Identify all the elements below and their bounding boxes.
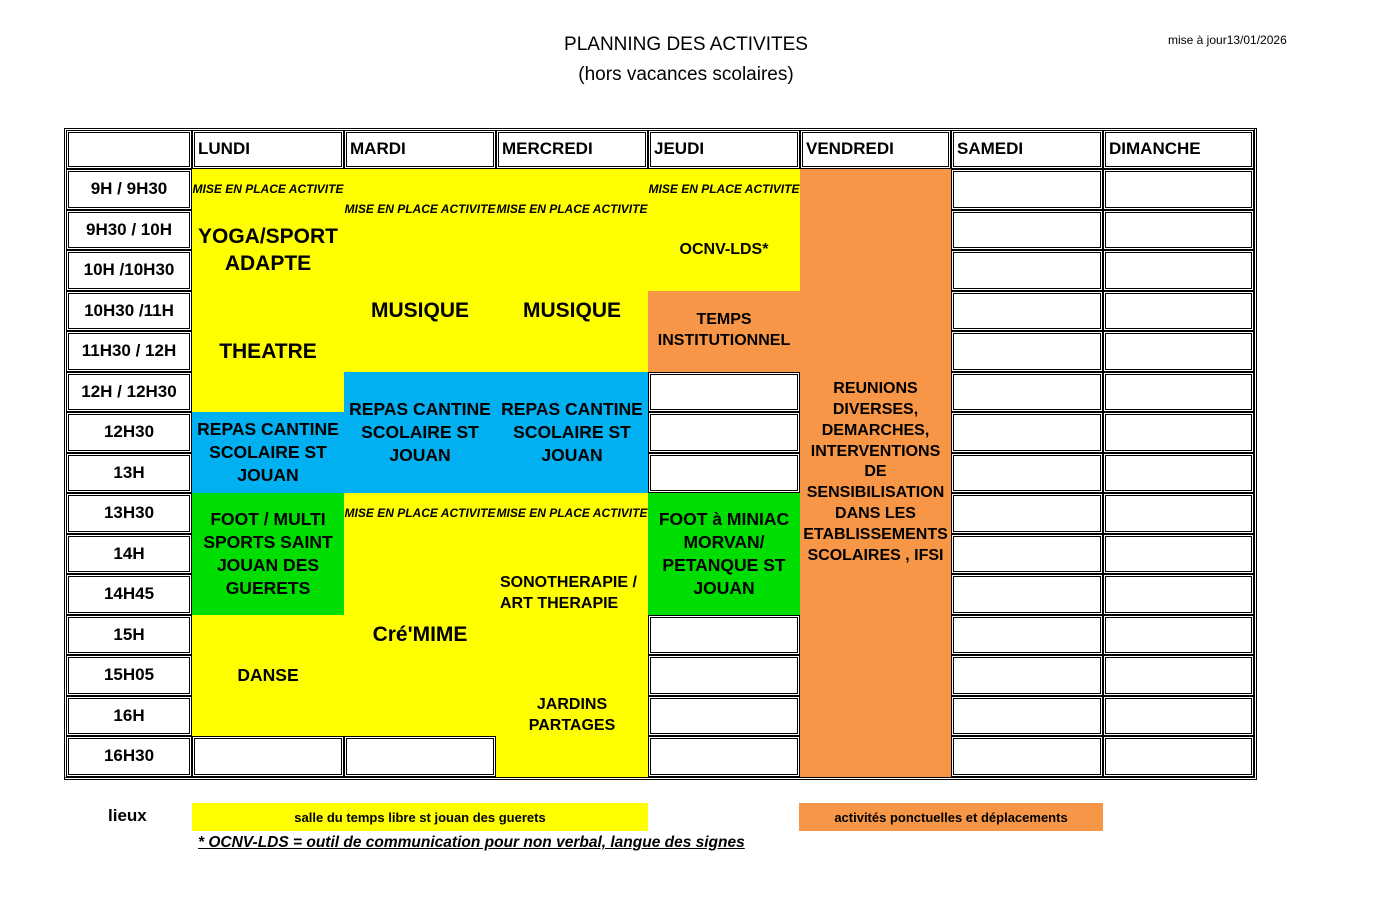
empty-cell-dimanche xyxy=(1103,574,1254,615)
empty-cell-dimanche xyxy=(1103,331,1254,372)
activity-lundi-foot: FOOT / MULTI SPORTS SAINT JOUAN DES GUERETS xyxy=(192,493,344,615)
time-slot-label: 14H xyxy=(66,534,192,575)
page-subtitle: (hors vacances scolaires) xyxy=(578,64,794,85)
empty-cell-samedi xyxy=(951,493,1103,534)
activity-jeudi-foot: FOOT à MINIAC MORVAN/ PETANQUE ST JOUAN xyxy=(648,493,800,615)
empty-cell-samedi xyxy=(951,250,1103,291)
empty-cell-samedi xyxy=(951,169,1103,210)
empty-cell-samedi xyxy=(951,372,1103,413)
update-date: mise à jour13/01/2026 xyxy=(1168,33,1287,47)
time-slot-label: 16H30 xyxy=(66,736,192,777)
day-header-samedi: SAMEDI xyxy=(951,130,1103,169)
empty-cell-dimanche xyxy=(1103,412,1254,453)
empty-cell-samedi xyxy=(951,615,1103,656)
corner-cell xyxy=(66,130,192,169)
time-slot-label: 10H /10H30 xyxy=(66,250,192,291)
day-header-mercredi: MERCREDI xyxy=(496,130,648,169)
empty-cell-dimanche xyxy=(1103,696,1254,737)
empty-cell-samedi xyxy=(951,210,1103,251)
empty-cell-dimanche xyxy=(1103,291,1254,332)
empty-cell-lundi xyxy=(192,736,344,777)
time-slot-label: 15H05 xyxy=(66,655,192,696)
day-header-jeudi: JEUDI xyxy=(648,130,800,169)
empty-cell-dimanche xyxy=(1103,655,1254,696)
time-slot-label: 12H30 xyxy=(66,412,192,453)
activity-mardi-setup-2: MISE EN PLACE ACTIVITE xyxy=(344,493,496,534)
activity-lundi-theatre: THEATRE xyxy=(192,291,344,413)
legend-orange: activités ponctuelles et déplacements xyxy=(799,803,1103,831)
time-slot-label: 11H30 / 12H xyxy=(66,331,192,372)
empty-cell-samedi xyxy=(951,331,1103,372)
time-slot-label: 15H xyxy=(66,615,192,656)
activity-lundi-yoga: YOGA/SPORT ADAPTE xyxy=(192,210,344,291)
activity-lundi-setup: MISE EN PLACE ACTIVITE xyxy=(192,169,344,210)
empty-cell-dimanche xyxy=(1103,210,1254,251)
legend-label: lieux xyxy=(108,806,147,825)
empty-cell-samedi xyxy=(951,291,1103,332)
time-slot-label: 12H / 12H30 xyxy=(66,372,192,413)
empty-cell-jeudi xyxy=(648,736,800,777)
activity-mardi-cremime: Cré'MIME xyxy=(344,534,496,737)
activity-mercredi-setup-2: MISE EN PLACE ACTIVITE xyxy=(496,493,648,534)
empty-cell-dimanche xyxy=(1103,372,1254,413)
empty-cell-jeudi xyxy=(648,696,800,737)
empty-cell-samedi xyxy=(951,736,1103,777)
day-header-lundi: LUNDI xyxy=(192,130,344,169)
activity-mardi-repas: REPAS CANTINE SCOLAIRE ST JOUAN xyxy=(344,372,496,494)
empty-cell-dimanche xyxy=(1103,453,1254,494)
empty-cell-jeudi xyxy=(648,453,800,494)
empty-cell-jeudi xyxy=(648,372,800,413)
activity-mercredi-jardins: JARDINS PARTAGES xyxy=(496,655,648,777)
empty-cell-samedi xyxy=(951,412,1103,453)
empty-cell-dimanche xyxy=(1103,615,1254,656)
activity-mercredi-repas: REPAS CANTINE SCOLAIRE ST JOUAN xyxy=(496,372,648,494)
footnote: * OCNV-LDS = outil de communication pour non verbal, langue des signes xyxy=(198,834,745,851)
activity-jeudi-setup: MISE EN PLACE ACTIVITE xyxy=(648,169,800,210)
empty-cell-dimanche xyxy=(1103,169,1254,210)
day-header-vendredi: VENDREDI xyxy=(800,130,951,169)
time-slot-label: 13H xyxy=(66,453,192,494)
empty-cell-dimanche xyxy=(1103,534,1254,575)
page-title: PLANNING DES ACTIVITES xyxy=(564,34,808,55)
empty-cell-jeudi xyxy=(648,412,800,453)
empty-cell-samedi xyxy=(951,696,1103,737)
activity-jeudi-temps-institutionnel: TEMPS INSTITUTIONNEL xyxy=(648,291,800,372)
activity-lundi-repas: REPAS CANTINE SCOLAIRE ST JOUAN xyxy=(192,412,344,493)
empty-cell-mardi xyxy=(344,736,496,777)
empty-cell-samedi xyxy=(951,574,1103,615)
time-slot-label: 9H / 9H30 xyxy=(66,169,192,210)
empty-cell-jeudi xyxy=(648,655,800,696)
empty-cell-samedi xyxy=(951,453,1103,494)
activity-mardi-setup: MISE EN PLACE ACTIVITE xyxy=(344,169,496,250)
time-slot-label: 10H30 /11H xyxy=(66,291,192,332)
activity-vendredi-reunions: REUNIONS DIVERSES, DEMARCHES, INTERVENTIONS DE SENSIBILISATION DANS LES ETABLISSEMENTS SCOLAIRES , IFSI xyxy=(800,169,951,777)
day-header-dimanche: DIMANCHE xyxy=(1103,130,1254,169)
time-slot-label: 14H45 xyxy=(66,574,192,615)
empty-cell-jeudi xyxy=(648,615,800,656)
empty-cell-dimanche xyxy=(1103,250,1254,291)
activity-mercredi-sonotherapie: SONOTHERAPIE / ART THERAPIE xyxy=(496,534,648,656)
empty-cell-dimanche xyxy=(1103,736,1254,777)
activity-mardi-musique: MUSIQUE xyxy=(344,250,496,372)
empty-cell-dimanche xyxy=(1103,493,1254,534)
day-header-mardi: MARDI xyxy=(344,130,496,169)
activity-mercredi-musique: MUSIQUE xyxy=(496,250,648,372)
time-slot-label: 9H30 / 10H xyxy=(66,210,192,251)
legend-yellow: salle du temps libre st jouan des guerets xyxy=(192,803,648,831)
activity-mercredi-setup: MISE EN PLACE ACTIVITE xyxy=(496,169,648,250)
empty-cell-samedi xyxy=(951,655,1103,696)
time-slot-label: 13H30 xyxy=(66,493,192,534)
activity-jeudi-ocnv: OCNV-LDS* xyxy=(648,210,800,291)
empty-cell-samedi xyxy=(951,534,1103,575)
time-slot-label: 16H xyxy=(66,696,192,737)
activity-lundi-danse: DANSE xyxy=(192,615,344,737)
